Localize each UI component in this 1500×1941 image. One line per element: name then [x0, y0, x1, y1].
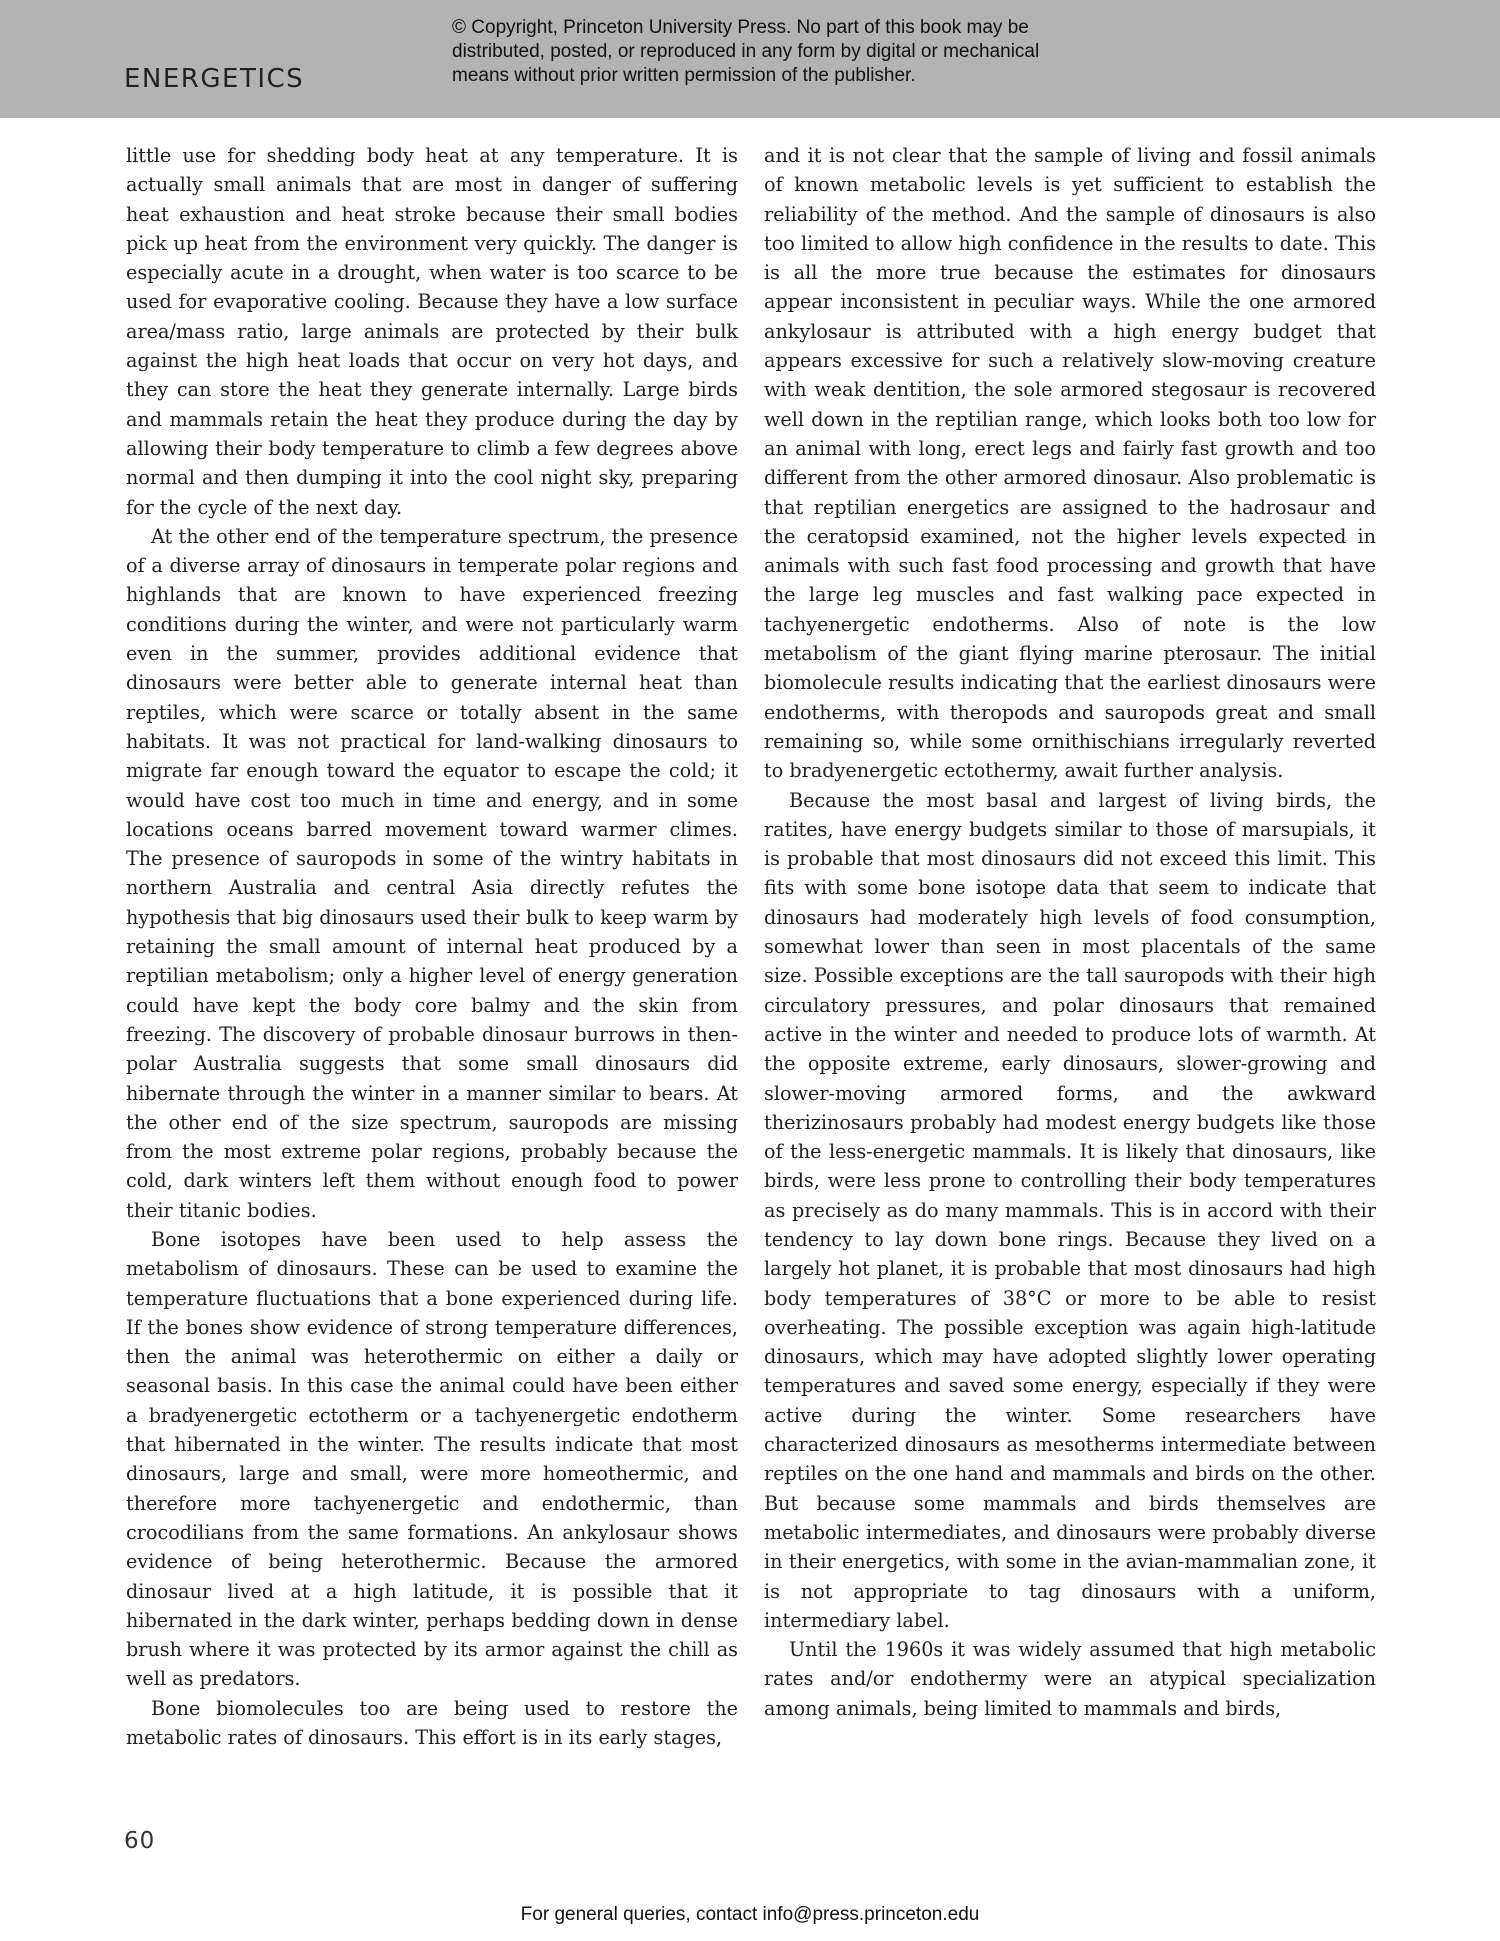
footer-contact: For general queries, contact info@press.princeton.edu: [520, 1904, 980, 1925]
paragraph: and it is not clear that the sample of living and fossil animals of known metabolic levels is yet sufficient to establish the reliability of the method. And the sample of dinosaurs is also too limited to allow high confidence in the results to date. This is all the more true because the estimates for dinosaurs appear inconsistent in peculiar ways. While the one armored ankylosaur is attributed with a high energy budget that appears excessive for such a relatively slow-moving creature with weak dentition, the sole armored stegosaur is recovered well down in the reptilian range, which looks both too low for an animal with long, erect legs and fairly fast growth and too different from the other armored dinosaur. Also problematic is that reptilian energetics are assigned to the hadrosaur and the ceratopsid examined, not the higher levels expected in animals with such fast food processing and growth that have the large leg muscles and fast walking pace expected in tachyenergetic endotherms. Also of note is the low metabolism of the giant flying marine pterosaur. The initial biomolecule results indicating that the earliest dinosaurs were endotherms, with theropods and sauropods great and small remaining so, while some ornithischians irregularly reverted to bradyenergetic ectothermy, await further analysis.: [764, 144, 1376, 783]
right-column: [764, 141, 1376, 1723]
page-number: 60: [124, 1828, 156, 1854]
running-head: ENERGETICS: [124, 64, 305, 94]
paragraph: Bone isotopes have been used to help assess the metabolism of dinosaurs. These can be used to examine the temperature fluctuations that a bone experienced during life. If the bones show evidence of strong temperature differences, then the animal was heterothermic on either a daily or seasonal basis. In this case the animal could have been either a bradyenergetic ectotherm or a tachyenergetic endotherm that hibernated in the winter. The results indicate that most dinosaurs, large and small, were more homeothermic, and therefore more tachyenergetic and endothermic, than crocodilians from the same formations. An ankylosaur shows evidence of being heterothermic. Because the armored dinosaur lived at a high latitude, it is possible that it hibernated in the dark winter, perhaps bedding down in dense brush where it was protected by its armor against the chill as well as predators.: [126, 1227, 738, 1691]
left-column: [126, 141, 738, 1752]
copyright-notice: © Copyright, Princeton University Press. No part of this book may be distributed, posted, or reproduced in any form by digital or mechanical means without prior written permission of the publisher.: [452, 17, 1040, 86]
paragraph: At the other end of the temperature spectrum, the presence of a diverse array of dinosaurs in temperate polar regions and highlands that are known to have experienced freezing conditions during the winter, and were not particularly warm even in the summer, provides additional evidence that dinosaurs were better able to generate internal heat than reptiles, which were scarce or totally absent in the same habitats. It was not practical for land-walking dinosaurs to migrate far enough toward the equator to escape the cold; it would have cost too much in time and energy, and in some locations oceans barred movement toward warmer climes. The presence of sauropods in some of the wintry habitats in northern Australia and central Asia directly refutes the hypothesis that big dinosaurs used their bulk to keep warm by retaining the small amount of internal heat produced by a reptilian metabolism; only a higher level of energy generation could have kept the body core balmy and the skin from freezing. The discovery of probable dinosaur burrows in then-polar Australia suggests that some small dinosaurs did hibernate through the winter in a manner similar to bears. At the other end of the size spectrum, sauropods are missing from the most extreme polar regions, probably because the cold, dark winters left them without enough food to power their titanic bodies.: [126, 524, 738, 1222]
paragraph: little use for shedding body heat at any temperature. It is actually small animals that are most in danger of suffering heat exhaustion and heat stroke because their small bodies pick up heat from the environment very quickly. The danger is especially acute in a drought, when water is too scarce to be used for evaporative cooling. Because they have a low surface area/mass ratio, large animals are protected by their bulk against the high heat loads that occur on very hot days, and they can store the heat they generate internally. Large birds and mammals retain the heat they produce during the day by allowing their body temperature to climb a few degrees above normal and then dumping it into the cool night sky, preparing for the cycle of the next day.: [126, 144, 738, 519]
paragraph: Until the 1960s it was widely assumed that high metabolic rates and/or endothermy were an atypical specialization among animals, being limited to mammals and birds,: [764, 1638, 1376, 1720]
paragraph: Bone biomolecules too are being used to restore the metabolic rates of dinosaurs. This effort is in its early stages,: [126, 1696, 738, 1750]
paragraph: Because the most basal and largest of living birds, the ratites, have energy budgets similar to those of marsupials, it is probable that most dinosaurs did not exceed this limit. This fits with some bone isotope data that seem to indicate that dinosaurs had moderately high levels of food consumption, somewhat lower than seen in most placentals of the same size. Possible exceptions are the tall sauropods with their high circulatory pressures, and polar dinosaurs that remained active in the winter and needed to produce lots of warmth. At the opposite extreme, early dinosaurs, slower-growing and slower-moving armored forms, and the awkward therizinosaurs probably had modest energy budgets like those of the less-energetic mammals. It is likely that dinosaurs, like birds, were less prone to controlling their body temperatures as precisely as do many mammals. This is in accord with their tendency to lay down bone rings. Because they lived on a largely hot planet, it is probable that most dinosaurs had high body temperatures of 38°C or more to be able to resist overheating. The possible exception was again high-latitude dinosaurs, which may have adopted slightly lower operating temperatures and saved some energy, especially if they were active during the winter. Some researchers have characterized dinosaurs as mesotherms intermediate between reptiles on the one hand and mammals and birds on the other. But because some mammals and birds themselves are metabolic intermediates, and dinosaurs were probably diverse in their energetics, with some in the avian-mammalian zone, it is not appropriate to tag dinosaurs with a uniform, intermediary label.: [764, 788, 1376, 1632]
